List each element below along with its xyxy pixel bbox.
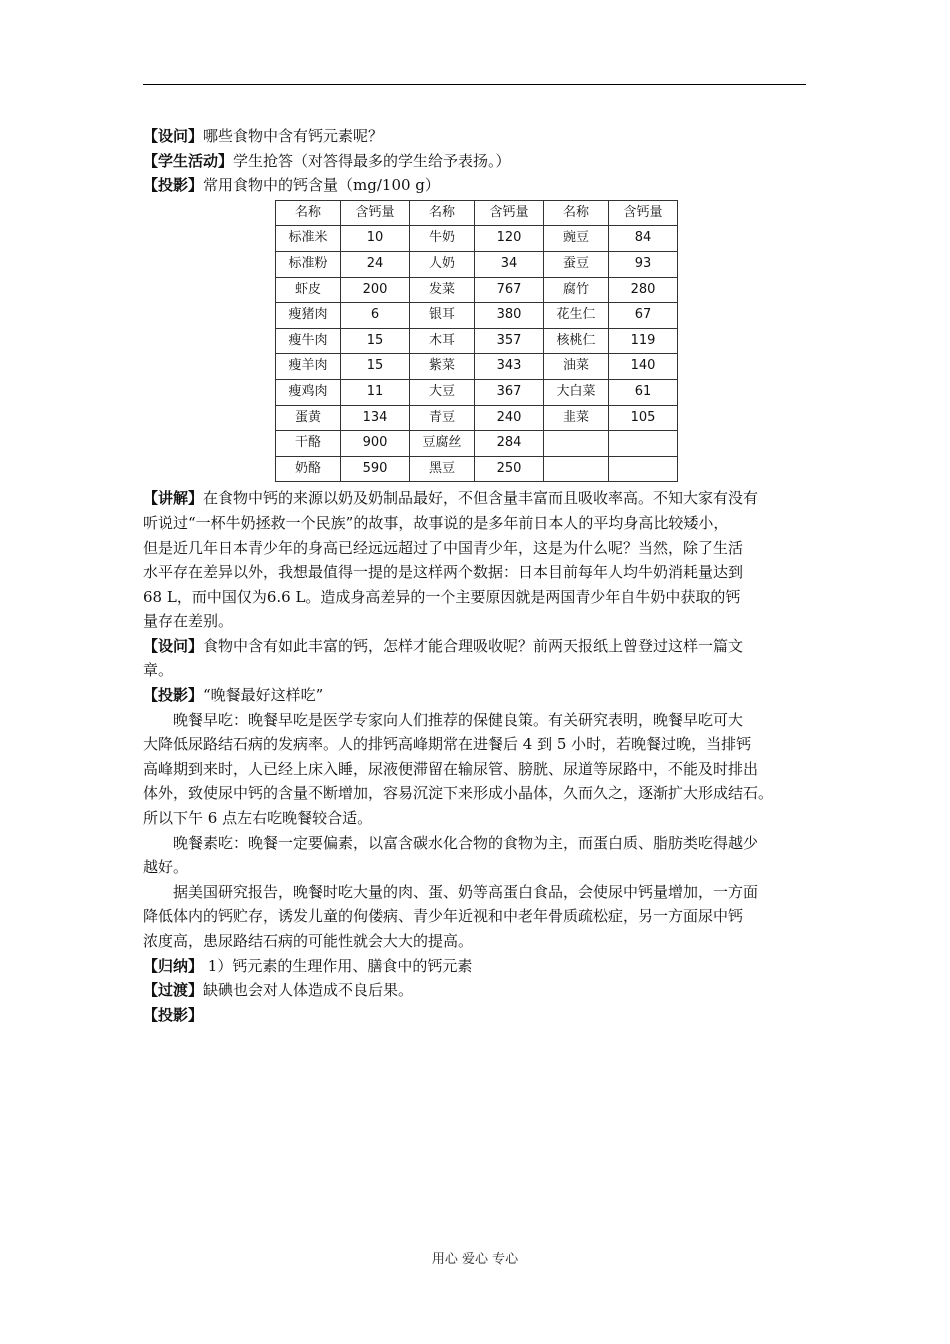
- food-name-cell: 标准米: [276, 226, 341, 252]
- header-rule: [143, 84, 806, 85]
- calcium-value-cell: 119: [609, 328, 678, 354]
- text-line: [143, 536, 823, 561]
- line-text: 常用食物中的钙含量（mg/100 g）: [203, 176, 440, 195]
- text-line: [143, 831, 823, 856]
- food-name-cell: 花生仁: [544, 303, 609, 329]
- column-header: 含钙量: [475, 200, 544, 226]
- calcium-value-cell: 357: [475, 328, 544, 354]
- line-text: 章。: [143, 661, 174, 680]
- line-text: 所以下午 6 点左右吃晚餐较合适。: [143, 809, 373, 828]
- text-line: [143, 683, 823, 708]
- text-line: [143, 124, 823, 149]
- food-name-cell: 大白菜: [544, 379, 609, 405]
- section-tag: 【投影】: [143, 1005, 204, 1024]
- calcium-value-cell: 6: [341, 303, 410, 329]
- food-name-cell: 干酪: [276, 431, 341, 457]
- text-line: [143, 904, 823, 929]
- text-line: [143, 634, 823, 659]
- calcium-value-cell: 134: [341, 405, 410, 431]
- section-tag: 【讲解】: [143, 489, 204, 508]
- calcium-value-cell: 67: [609, 303, 678, 329]
- line-text: 据美国研究报告，晚餐时吃大量的肉、蛋、奶等高蛋白食品，会使尿中钙量增加，一方面: [173, 882, 759, 901]
- food-name-cell: [544, 456, 609, 482]
- calcium-value-cell: 200: [341, 277, 410, 303]
- text-line: [143, 757, 823, 782]
- line-text: 哪些食物中含有钙元素呢？: [203, 127, 384, 145]
- page-content: [143, 124, 823, 1027]
- table-row: [276, 379, 678, 405]
- calcium-value-cell: 367: [475, 379, 544, 405]
- food-name-cell: 豆腐丝: [410, 431, 475, 457]
- calcium-value-cell: 34: [475, 251, 544, 277]
- calcium-value-cell: 10: [341, 226, 410, 252]
- food-name-cell: 腐竹: [544, 277, 609, 303]
- line-text: 食物中含有如此丰富的钙，怎样才能合理吸收呢？前两天报纸上曾登过这样一篇文: [203, 636, 744, 655]
- table-row: [276, 405, 678, 431]
- calcium-value-cell: 84: [609, 226, 678, 252]
- calcium-value-cell: [609, 431, 678, 457]
- line-text: 越好。: [143, 858, 189, 877]
- food-name-cell: 核桃仁: [544, 328, 609, 354]
- food-name-cell: 紫菜: [410, 354, 475, 380]
- calcium-value-cell: 15: [341, 354, 410, 380]
- food-name-cell: 牛奶: [410, 226, 475, 252]
- line-text: 水平存在差异以外，我想最值得一提的是这样两个数据：日本目前每年人均牛奶消耗量达到: [143, 563, 744, 582]
- line-text: 学生抢答（对答得最多的学生给予表扬。）: [233, 151, 511, 170]
- text-line: [143, 708, 823, 733]
- calcium-table-wrap: [275, 200, 823, 483]
- food-name-cell: 黑豆: [410, 456, 475, 482]
- calcium-value-cell: 343: [475, 354, 544, 380]
- food-name-cell: 奶酪: [276, 456, 341, 482]
- text-line: [143, 781, 823, 806]
- column-header: 含钙量: [341, 200, 410, 226]
- food-name-cell: 大豆: [410, 379, 475, 405]
- calcium-value-cell: 240: [475, 405, 544, 431]
- text-line: [143, 511, 823, 536]
- line-text: 浓度高，患尿路结石病的可能性就会大大的提高。: [143, 932, 474, 950]
- table-row: [276, 354, 678, 380]
- line-text: 晚餐素吃：晚餐一定要偏素，以富含碳水化合物的食物为主，而蛋白质、脂肪类吃得越少: [173, 833, 759, 852]
- table-row: [276, 431, 678, 457]
- calcium-value-cell: 105: [609, 405, 678, 431]
- text-line: [143, 732, 823, 757]
- line-text: 在食物中钙的来源以奶及奶制品最好，不但含量丰富而且吸收率高。不知大家有没有: [203, 489, 759, 508]
- text-line: [143, 978, 823, 1003]
- food-name-cell: 韭菜: [544, 405, 609, 431]
- bottom-paragraphs: [143, 486, 823, 1027]
- line-text: 量存在差别。: [143, 612, 234, 631]
- line-text: 68 L，而中国仅为6.6 L。造成身高差异的一个主要原因就是两国青少年自牛奶中获取的钙: [143, 587, 741, 606]
- section-tag: 【设问】: [143, 636, 204, 655]
- section-tag: 【投影】: [143, 176, 204, 195]
- text-line: [143, 855, 823, 880]
- text-line: [143, 149, 823, 174]
- calcium-value-cell: 767: [475, 277, 544, 303]
- text-line: [143, 173, 823, 198]
- calcium-value-cell: 11: [341, 379, 410, 405]
- text-line: [143, 609, 823, 634]
- calcium-value-cell: 120: [475, 226, 544, 252]
- table-row: [276, 456, 678, 482]
- food-name-cell: 瘦鸡肉: [276, 379, 341, 405]
- calcium-value-cell: 284: [475, 431, 544, 457]
- table-row: [276, 328, 678, 354]
- calcium-value-cell: 380: [475, 303, 544, 329]
- line-text: 缺碘也会对人体造成不良后果。: [203, 981, 414, 1000]
- calcium-value-cell: 61: [609, 379, 678, 405]
- calcium-value-cell: 140: [609, 354, 678, 380]
- line-text: 体外，致使尿中钙的含量不断增加，容易沉淀下来形成小晶体，久而久之，逐渐扩大形成结石。: [143, 784, 774, 803]
- calcium-value-cell: 250: [475, 456, 544, 482]
- line-text: “晚餐最好这样吃”: [203, 686, 324, 705]
- text-line: [143, 486, 823, 511]
- line-text: 1）钙元素的生理作用、膳食中的钙元素: [203, 956, 473, 975]
- calcium-value-cell: [609, 456, 678, 482]
- table-row: [276, 277, 678, 303]
- text-line: [143, 954, 823, 979]
- column-header: 名称: [410, 200, 475, 226]
- section-tag: 【投影】: [143, 686, 204, 705]
- line-text: 大降低尿路结石病的发病率。人的排钙高峰期常在进餐后 4 到 5 小时，若晚餐过晚，当排钙: [143, 735, 752, 754]
- text-line: [143, 560, 823, 585]
- food-name-cell: 瘦牛肉: [276, 328, 341, 354]
- table-row: [276, 303, 678, 329]
- section-tag: 【归纳】: [143, 956, 204, 975]
- food-name-cell: 银耳: [410, 303, 475, 329]
- text-line: [143, 880, 823, 905]
- section-tag: 【过渡】: [143, 981, 204, 1000]
- column-header: 含钙量: [609, 200, 678, 226]
- section-tag: 【学生活动】: [143, 151, 234, 170]
- line-text: 听说过“一杯牛奶拯救一个民族”的故事，故事说的是多年前日本人的平均身高比较矮小，: [143, 513, 729, 532]
- food-name-cell: 青豆: [410, 405, 475, 431]
- food-name-cell: 木耳: [410, 328, 475, 354]
- food-name-cell: 虾皮: [276, 277, 341, 303]
- calcium-value-cell: 93: [609, 251, 678, 277]
- table-body: [276, 226, 678, 482]
- column-header: 名称: [544, 200, 609, 226]
- calcium-content-table: [275, 200, 678, 483]
- food-name-cell: 发菜: [410, 277, 475, 303]
- food-name-cell: 蚕豆: [544, 251, 609, 277]
- column-header: 名称: [276, 200, 341, 226]
- calcium-value-cell: 280: [609, 277, 678, 303]
- food-name-cell: 人奶: [410, 251, 475, 277]
- line-text: 高峰期到来时，人已经上床入睡，尿液便滞留在输尿管、膀胱、尿道等尿路中，不能及时排出: [143, 759, 759, 778]
- text-line: [143, 929, 823, 954]
- food-name-cell: 豌豆: [544, 226, 609, 252]
- calcium-value-cell: 15: [341, 328, 410, 354]
- text-line: [143, 658, 823, 683]
- calcium-value-cell: 590: [341, 456, 410, 482]
- food-name-cell: [544, 431, 609, 457]
- food-name-cell: 瘦羊肉: [276, 354, 341, 380]
- food-name-cell: 瘦猪肉: [276, 303, 341, 329]
- page-footer: 用心 爱心 专心: [431, 1252, 519, 1267]
- food-name-cell: 油菜: [544, 354, 609, 380]
- food-name-cell: 蛋黄: [276, 405, 341, 431]
- table-header-row: [276, 200, 678, 226]
- text-line: [143, 1003, 823, 1028]
- calcium-value-cell: 24: [341, 251, 410, 277]
- food-name-cell: 标准粉: [276, 251, 341, 277]
- line-text: 降低体内的钙贮存，诱发儿童的佝偻病、青少年近视和中老年骨质疏松症，另一方面尿中钙: [143, 907, 744, 926]
- calcium-value-cell: 900: [341, 431, 410, 457]
- line-text: 晚餐早吃：晚餐早吃是医学专家向人们推荐的保健良策。有关研究表明，晚餐早吃可大: [173, 710, 744, 729]
- table-row: [276, 226, 678, 252]
- text-line: [143, 806, 823, 831]
- section-tag: 【设问】: [143, 127, 204, 145]
- table-row: [276, 251, 678, 277]
- line-text: 但是近几年日本青少年的身高已经远远超过了中国青少年，这是为什么呢？当然，除了生活: [143, 538, 744, 557]
- text-line: [143, 585, 823, 610]
- top-paragraphs: [143, 124, 823, 198]
